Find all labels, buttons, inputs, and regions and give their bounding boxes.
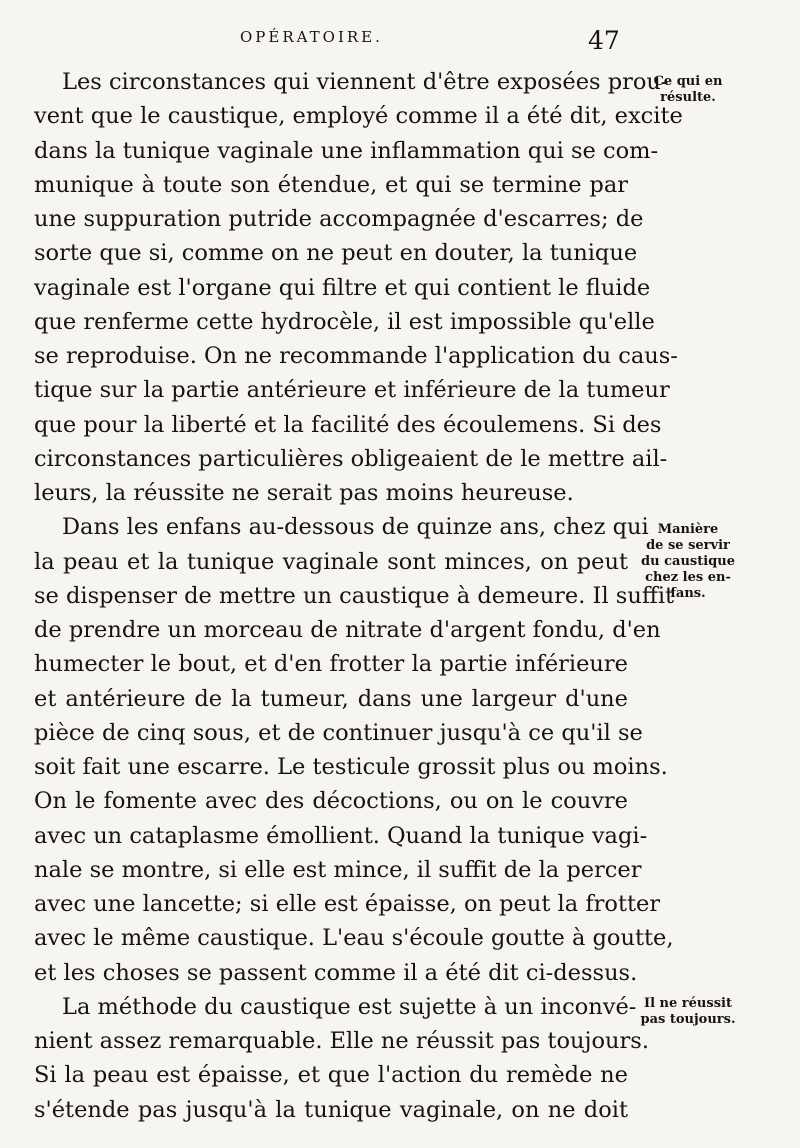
text-line: avec un cataplasme émollient. Quand la tunique vagi-: [34, 822, 648, 849]
text-line: nient assez remarquable. Elle ne réussit pas toujours.: [34, 1028, 649, 1054]
margin-note-result: [632, 74, 744, 106]
text-line: vent que le caustique, employé comme il a été dit, excite: [34, 103, 683, 130]
margin-note-line: fans.: [670, 586, 706, 601]
text-line: et antérieure de la tumeur, dans une largeur d'une: [34, 685, 628, 712]
text-line: Les circonstances qui viennent d'être exposées prou-: [62, 69, 669, 95]
text-line: humecter le bout, et d'en frotter la partie inférieure: [34, 651, 628, 678]
text-line: Si la peau est épaisse, et que l'action du remède ne: [34, 1062, 628, 1089]
margin-note-line: Ce qui en: [653, 74, 723, 89]
margin-note-line: chez les en-: [645, 570, 731, 585]
text-line: leurs, la réussite ne serait pas moins heureuse.: [34, 480, 574, 506]
text-line: que renferme cette hydrocèle, il est impossible qu'elle: [34, 308, 655, 335]
page-number: 47: [588, 26, 620, 55]
text-line: s'étende pas jusqu'à la tunique vaginale, on ne doit: [34, 1096, 628, 1123]
margin-note-line: résulte.: [660, 90, 716, 105]
paragraph-2: [34, 510, 675, 990]
text-line: avec une lancette; si elle est épaisse, on peut la frotter: [34, 891, 661, 917]
running-head: OPÉRATOIRE.: [240, 28, 383, 46]
text-line: nale se montre, si elle est mince, il suffit de la percer: [34, 856, 642, 883]
margin-note-line: Manière: [657, 522, 719, 537]
text-line: soit fait une escarre. Le testicule grossit plus ou moins.: [34, 754, 668, 780]
text-line: de prendre un morceau de nitrate d'argent fondu, d'en: [34, 617, 661, 643]
paragraph-3: [34, 990, 649, 1127]
paragraph-1: [34, 65, 683, 510]
margin-note-line: du caustique: [641, 554, 735, 569]
margin-note-line: de se servir: [646, 538, 730, 553]
text-line: et les choses se passent comme il a été dit ci-dessus.: [34, 959, 638, 986]
text-line: se dispenser de mettre un caustique à demeure. Il suffit: [34, 582, 675, 609]
text-line: dans la tunique vaginale une inflammation qui se com-: [34, 137, 659, 164]
text-line: vaginale est l'organe qui filtre et qui contient le fluide: [34, 274, 651, 301]
text-line: avec le même caustique. L'eau s'écoule goutte à goutte,: [34, 925, 674, 952]
text-line: Dans les enfans au-dessous de quinze ans, chez qui: [62, 514, 649, 541]
text-line: circonstances particulières obligeaient de le mettre ail-: [34, 445, 668, 472]
text-line: munique à toute son étendue, et qui se termine par: [34, 171, 628, 198]
margin-note-line: pas toujours.: [640, 1012, 736, 1027]
text-line: sorte que si, comme on ne peut en douter, la tunique: [34, 240, 638, 267]
text-line: On le fomente avec des décoctions, ou on le couvre: [34, 788, 628, 815]
text-line: pièce de cinq sous, et de continuer jusqu'à ce qu'il se: [34, 719, 643, 746]
text-line: tique sur la partie antérieure et inférieure de la tumeur: [34, 377, 670, 404]
text-line: la peau et la tunique vaginale sont minces, on peut: [34, 548, 628, 575]
main-text: [34, 65, 683, 1127]
text-line: se reproduise. On ne recommande l'application du caus-: [34, 343, 678, 369]
margin-note-not-always: [632, 996, 744, 1028]
text-line: une suppuration putride accompagnée d'escarres; de: [34, 206, 644, 232]
margin-note-method-children: [632, 522, 744, 602]
text-line: La méthode du caustique est sujette à un inconvé-: [62, 993, 637, 1020]
margin-note-line: Il ne réussit: [644, 996, 732, 1011]
text-line: que pour la liberté et la facilité des écoulemens. Si des: [34, 411, 662, 438]
